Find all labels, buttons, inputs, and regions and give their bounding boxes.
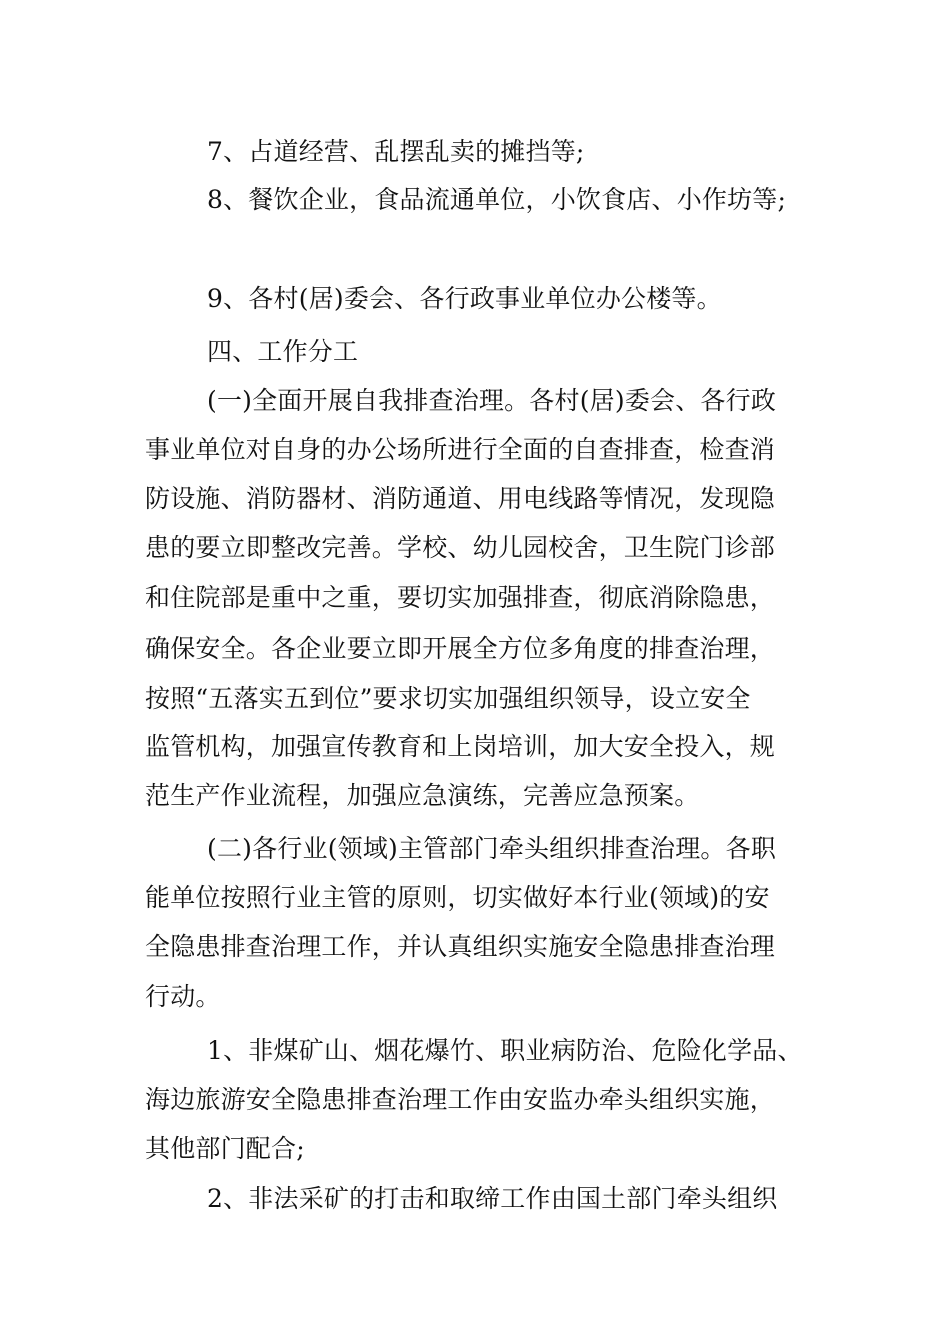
paragraph-1-line-9: 范生产作业流程，加强应急演练，完善应急预案。 (145, 781, 700, 810)
paragraph-1-line-7: 按照“五落实五到位”要求切实加强组织领导，设立安全 (145, 684, 751, 713)
paragraph-2-line-4: 行动。 (145, 982, 221, 1011)
paragraph-1-line-6: 确保安全。各企业要立即开展全方位多角度的排查治理， (145, 634, 776, 663)
list-item-9: 9、各村(居)委会、各行政事业单位办公楼等。 (207, 284, 722, 313)
list-item-1-line-1: 1、非煤矿山、烟花爆竹、职业病防治、危险化学品、 (207, 1036, 803, 1065)
paragraph-2-line-2: 能单位按照行业主管的原则，切实做好本行业(领域)的安 (145, 883, 770, 912)
paragraph-1-line-8: 监管机构，加强宣传教育和上岗培训，加大安全投入，规 (145, 732, 776, 761)
paragraph-2-line-3: 全隐患排查治理工作，并认真组织实施安全隐患排查治理 (145, 932, 776, 961)
paragraph-2-line-1: (二)各行业(领域)主管部门牵头组织排查治理。各职 (207, 834, 777, 863)
paragraph-1-line-2: 事业单位对自身的办公场所进行全面的自查排查，检查消 (145, 435, 776, 464)
list-item-8: 8、餐饮企业，食品流通单位，小饮食店、小作坊等; (207, 185, 787, 214)
list-item-7: 7、占道经营、乱摆乱卖的摊挡等; (207, 137, 585, 166)
list-item-2-line-1: 2、非法采矿的打击和取缔工作由国土部门牵头组织 (207, 1184, 778, 1213)
list-item-1-line-2: 海边旅游安全隐患排查治理工作由安监办牵头组织实施， (145, 1085, 776, 1114)
paragraph-1-line-5: 和住院部是重中之重，要切实加强排查，彻底消除隐患， (145, 583, 776, 612)
paragraph-1-line-4: 患的要立即整改完善。学校、幼儿园校舍，卫生院门诊部 (145, 533, 776, 562)
list-item-1-line-3: 其他部门配合; (145, 1134, 305, 1163)
paragraph-1-line-1: (一)全面开展自我排查治理。各村(居)委会、各行政 (207, 386, 777, 415)
section-heading-4: 四、工作分工 (207, 337, 359, 366)
paragraph-1-line-3: 防设施、消防器材、消防通道、用电线路等情况，发现隐 (145, 484, 776, 513)
